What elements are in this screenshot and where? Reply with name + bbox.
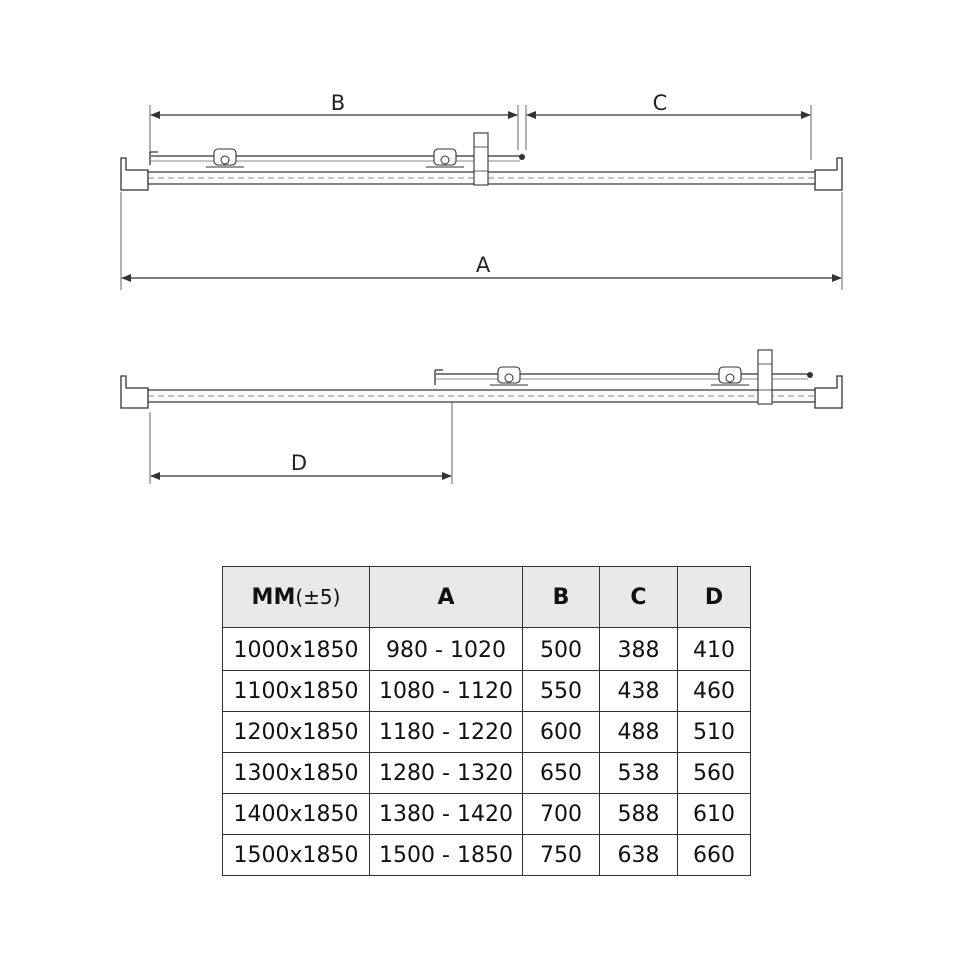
table-row bbox=[223, 835, 751, 876]
table-cell-c: 588 bbox=[600, 794, 678, 835]
table-cell-b: 550 bbox=[523, 671, 600, 712]
roller-icon bbox=[426, 149, 464, 167]
header-mm-label: MM bbox=[251, 584, 296, 610]
dimension-label-b: B bbox=[330, 91, 346, 115]
door-right-end-icon bbox=[807, 372, 813, 378]
table-cell-b: 650 bbox=[523, 753, 600, 794]
table-cell-b: 700 bbox=[523, 794, 600, 835]
table-cell-a: 980 - 1020 bbox=[370, 628, 523, 671]
left-wall-profile bbox=[121, 158, 148, 190]
table-cell-d: 610 bbox=[678, 794, 751, 835]
table-header-row bbox=[223, 567, 751, 628]
header-c: C bbox=[600, 567, 678, 628]
door-right-end-icon bbox=[519, 154, 525, 160]
dimension-label-a: A bbox=[475, 253, 491, 277]
roller-icon bbox=[490, 367, 528, 385]
table-cell-c: 538 bbox=[600, 753, 678, 794]
table-cell-c: 488 bbox=[600, 712, 678, 753]
table-cell-size: 1300x1850 bbox=[223, 753, 370, 794]
table-cell-size: 1000x1850 bbox=[223, 628, 370, 671]
table-cell-a: 1500 - 1850 bbox=[370, 835, 523, 876]
table-row bbox=[223, 628, 751, 671]
table-cell-a: 1180 - 1220 bbox=[370, 712, 523, 753]
right-wall-profile bbox=[815, 158, 842, 190]
table-cell-d: 560 bbox=[678, 753, 751, 794]
bottom-view bbox=[121, 350, 842, 484]
roller-icon bbox=[206, 149, 244, 167]
table-cell-size: 1200x1850 bbox=[223, 712, 370, 753]
header-mm-tolerance: (±5) bbox=[295, 584, 341, 609]
table-row bbox=[223, 753, 751, 794]
table-cell-c: 438 bbox=[600, 671, 678, 712]
table-cell-c: 388 bbox=[600, 628, 678, 671]
header-d: D bbox=[678, 567, 751, 628]
table-cell-size: 1100x1850 bbox=[223, 671, 370, 712]
table-cell-d: 510 bbox=[678, 712, 751, 753]
dimensions-table bbox=[222, 566, 751, 876]
dimension-label-d: D bbox=[290, 451, 308, 475]
table-row bbox=[223, 712, 751, 753]
top-view bbox=[121, 91, 842, 290]
table-cell-d: 410 bbox=[678, 628, 751, 671]
header-mm bbox=[223, 567, 370, 628]
table-cell-size: 1400x1850 bbox=[223, 794, 370, 835]
table-cell-a: 1380 - 1420 bbox=[370, 794, 523, 835]
table-cell-size: 1500x1850 bbox=[223, 835, 370, 876]
table-row bbox=[223, 671, 751, 712]
handle-icon bbox=[758, 350, 772, 404]
table-row bbox=[223, 794, 751, 835]
header-b: B bbox=[523, 567, 600, 628]
table-cell-b: 750 bbox=[523, 835, 600, 876]
table-cell-d: 660 bbox=[678, 835, 751, 876]
right-wall-profile bbox=[815, 376, 842, 408]
table-cell-d: 460 bbox=[678, 671, 751, 712]
header-a: A bbox=[370, 567, 523, 628]
roller-icon bbox=[711, 367, 749, 385]
table-cell-b: 600 bbox=[523, 712, 600, 753]
table-cell-b: 500 bbox=[523, 628, 600, 671]
table-cell-a: 1280 - 1320 bbox=[370, 753, 523, 794]
dimension-label-c: C bbox=[652, 91, 668, 115]
table-cell-a: 1080 - 1120 bbox=[370, 671, 523, 712]
door-left-end-icon bbox=[435, 370, 443, 385]
left-wall-profile bbox=[121, 376, 148, 408]
door-left-end-icon bbox=[150, 152, 158, 165]
handle-icon bbox=[474, 133, 488, 185]
table-cell-c: 638 bbox=[600, 835, 678, 876]
